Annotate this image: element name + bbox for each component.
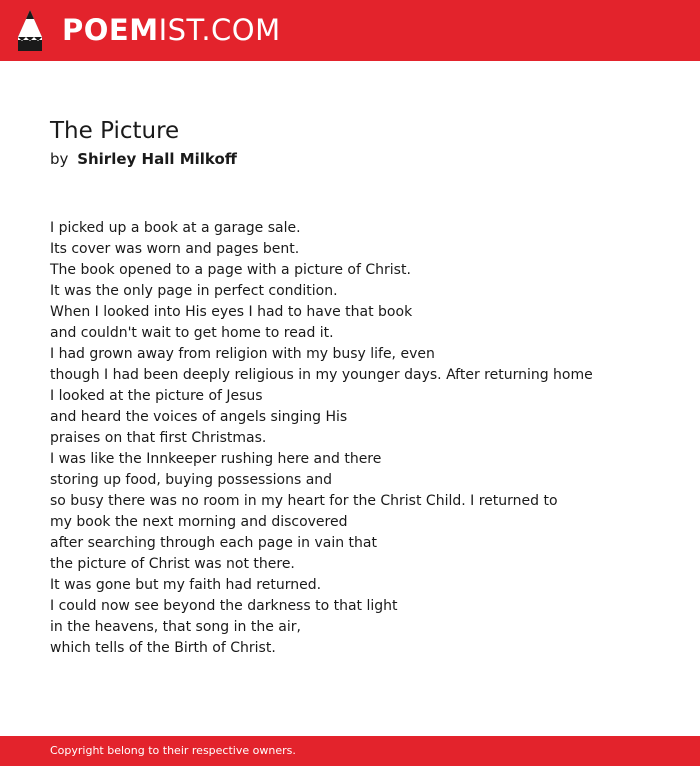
- poem-line: storing up food, buying possessions and: [50, 472, 333, 488]
- poem-line: Its cover was worn and pages bent.: [50, 241, 300, 257]
- poem-line: The book opened to a page with a picture of Christ.: [50, 262, 411, 278]
- poem-header: [50, 116, 670, 170]
- poem-line: It was gone but my faith had returned.: [50, 577, 322, 593]
- poem-line: and couldn't wait to get home to read it.: [50, 325, 334, 341]
- poem-line: in the heavens, that song in the air,: [50, 619, 301, 635]
- poem-line: though I had been deeply religious in my younger days. After returning home: [50, 367, 593, 383]
- site-logo-link[interactable]: [62, 12, 281, 48]
- poem-line: I looked at the picture of Jesus: [50, 388, 263, 404]
- site-header: [0, 0, 700, 61]
- poem-line: so busy there was no room in my heart for the Christ Child. I returned to: [50, 493, 558, 509]
- poem-title: The Picture: [50, 118, 180, 144]
- pencil-icon[interactable]: [18, 10, 42, 51]
- copyright-text: Copyright belong to their respective owners.: [50, 744, 296, 757]
- author-name: Shirley Hall Milkoff: [77, 150, 237, 168]
- poem-line: It was the only page in perfect condition.: [50, 283, 338, 299]
- poem-line: praises on that first Christmas.: [50, 430, 267, 446]
- poem-body: [50, 218, 670, 659]
- poem-line: and heard the voices of angels singing His: [50, 409, 348, 425]
- logo-bold-text: POEM: [62, 13, 159, 47]
- logo-light-text: IST.COM: [158, 13, 281, 47]
- poem-line: I had grown away from religion with my busy life, even: [50, 346, 435, 362]
- site-footer: [0, 736, 700, 766]
- poem-line: after searching through each page in vain that: [50, 535, 377, 551]
- poem-line: When I looked into His eyes I had to have that book: [50, 304, 413, 320]
- poem-line: the picture of Christ was not there.: [50, 556, 295, 572]
- byline: [50, 148, 670, 170]
- poem-line: I could now see beyond the darkness to that light: [50, 598, 398, 614]
- poem-line: which tells of the Birth of Christ.: [50, 640, 276, 656]
- by-label: by: [50, 150, 69, 168]
- poem-line: I picked up a book at a garage sale.: [50, 220, 301, 236]
- poem-line: I was like the Innkeeper rushing here and there: [50, 451, 382, 467]
- poem-line: my book the next morning and discovered: [50, 514, 348, 530]
